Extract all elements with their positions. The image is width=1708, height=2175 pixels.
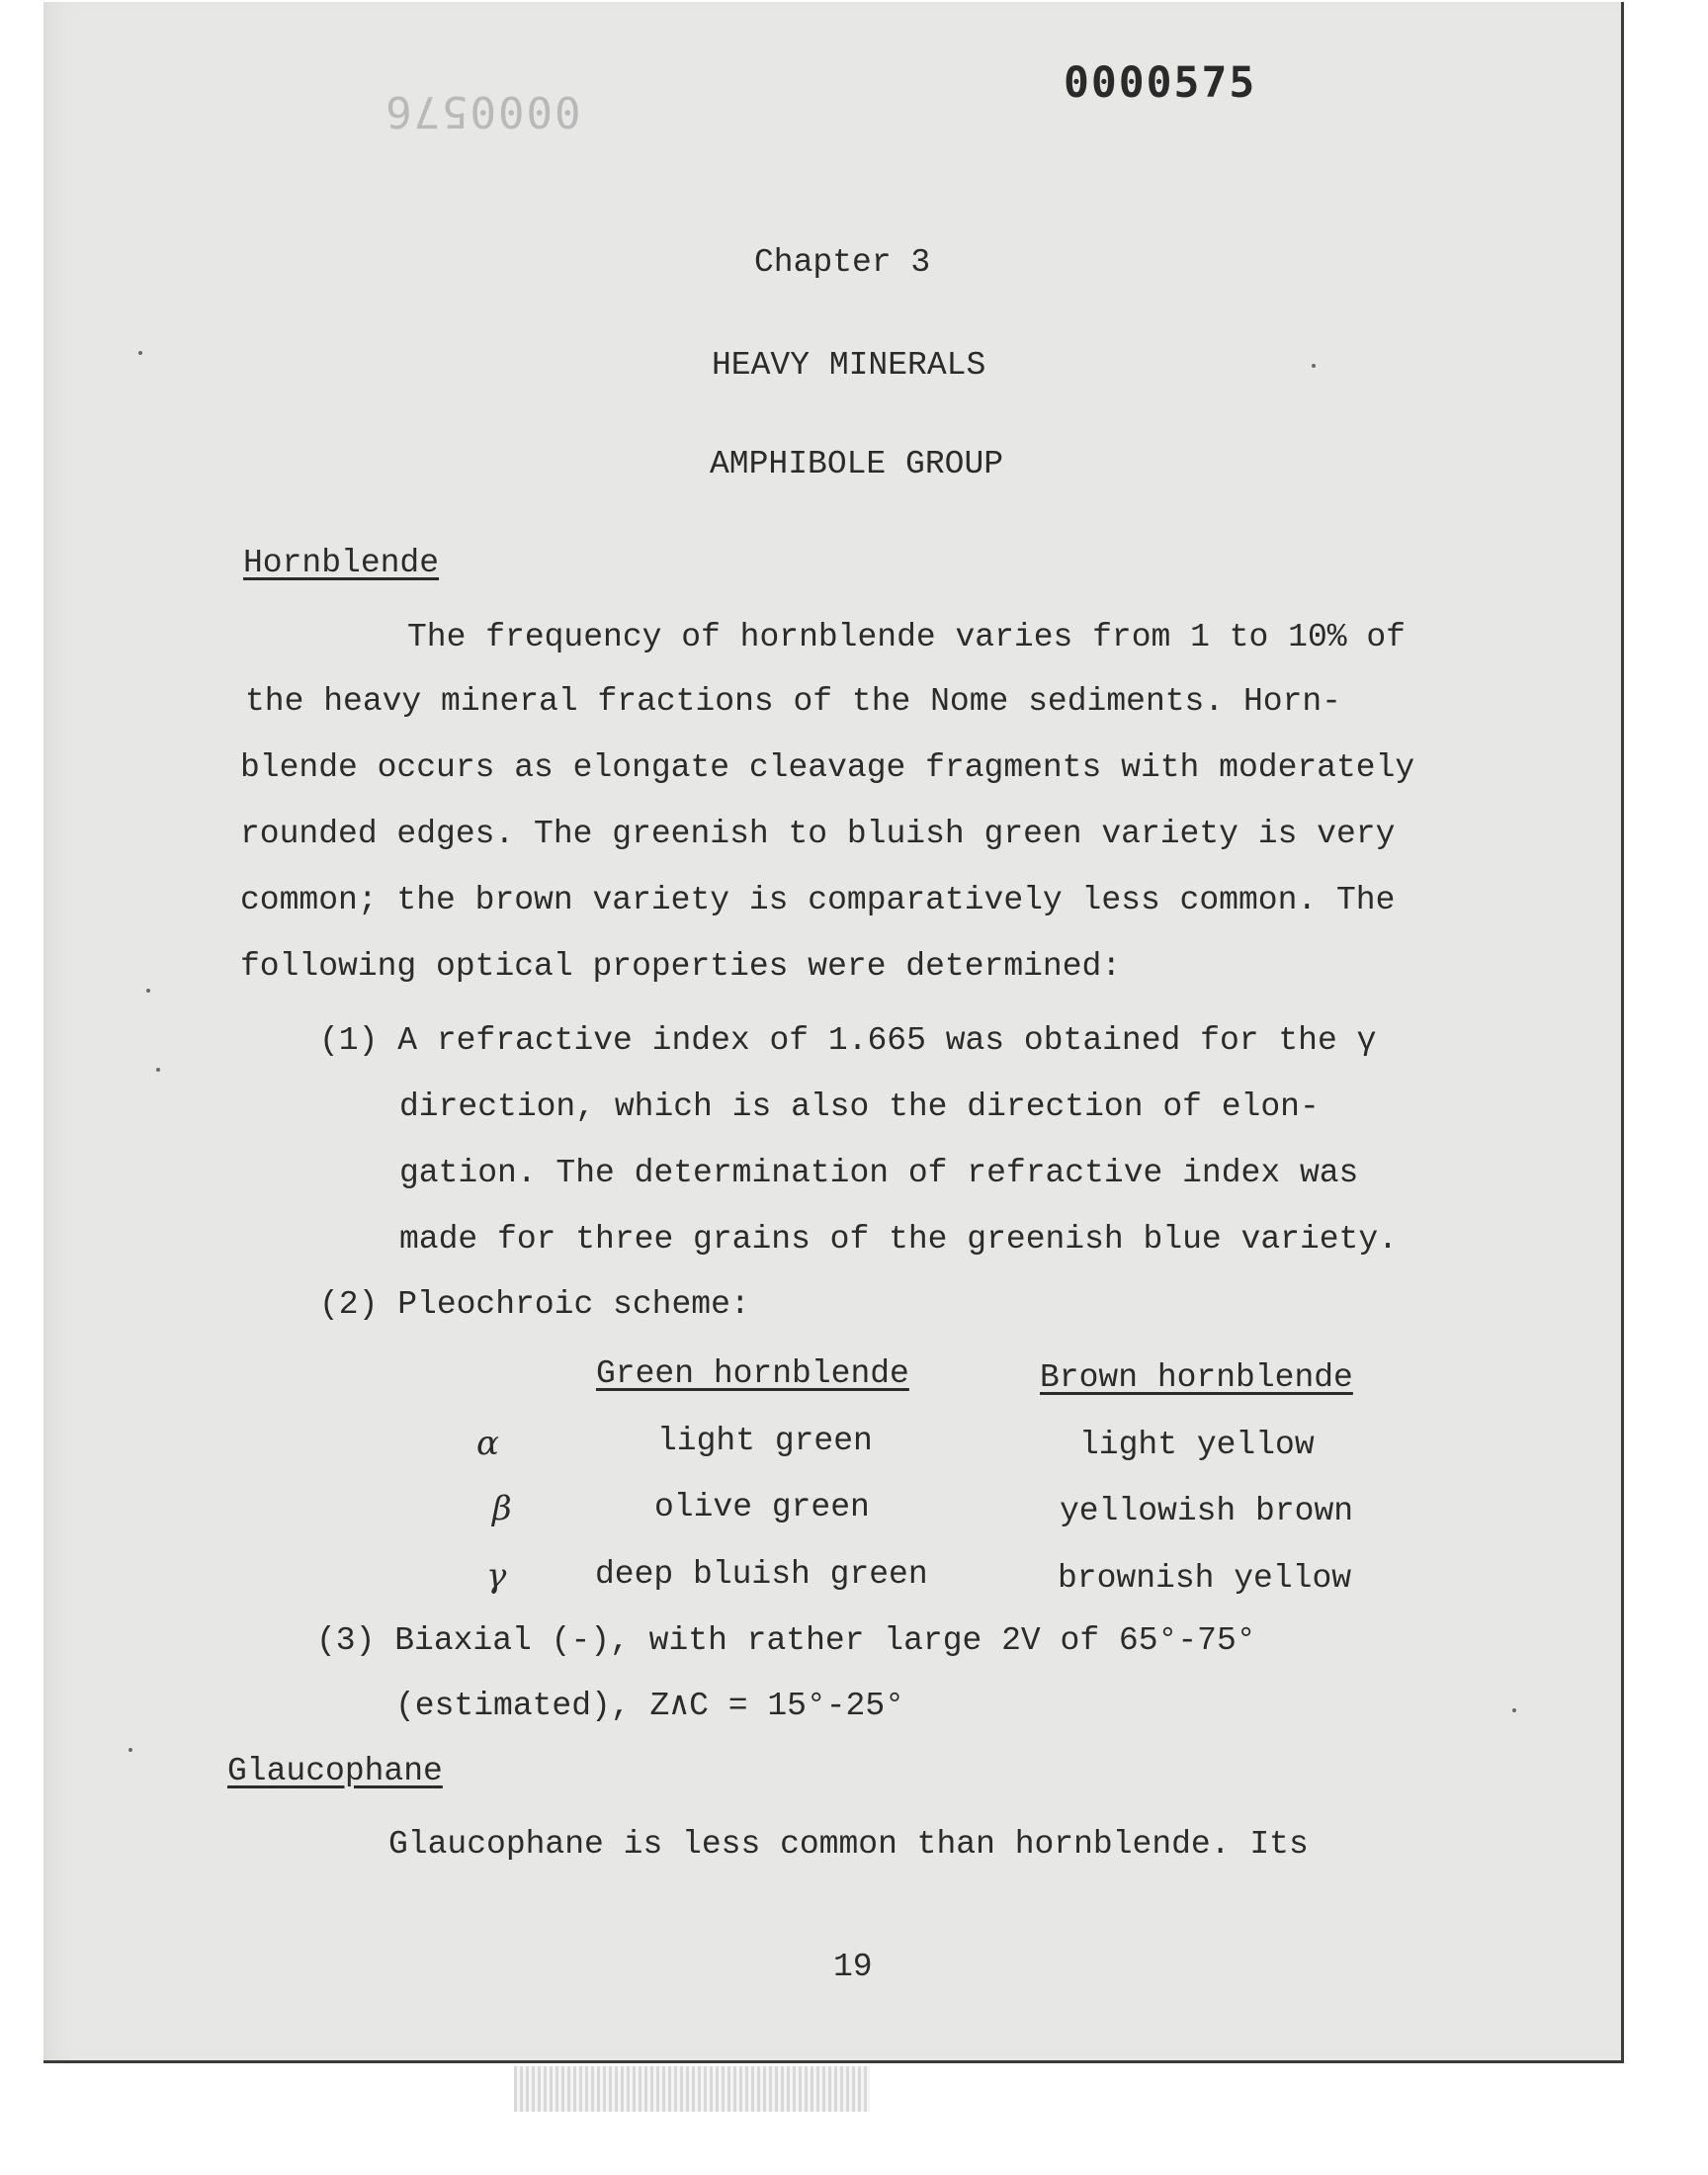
list-item-2: (2) Pleochroic scheme: bbox=[319, 1286, 750, 1323]
scan-speck bbox=[1312, 364, 1316, 368]
table-cell: deep bluish green bbox=[595, 1556, 928, 1593]
paragraph-line: following optical properties were determined: bbox=[240, 948, 1122, 985]
table-cell: light yellow bbox=[1079, 1427, 1315, 1463]
list-item-1-line: made for three grains of the greenish blue variety. bbox=[399, 1221, 1398, 1258]
list-item-1-line: direction, which is also the direction of elon- bbox=[399, 1088, 1320, 1125]
paragraph-line: common; the brown variety is comparatively less common. The bbox=[240, 882, 1396, 918]
paragraph-line: The frequency of hornblende varies from 1 to 10% of bbox=[407, 619, 1406, 655]
glaucophane-heading: Glaucophane bbox=[227, 1753, 443, 1789]
paragraph-line: blende occurs as elongate cleavage fragments with moderately bbox=[240, 749, 1415, 786]
table-header-brown: Brown hornblende bbox=[1040, 1359, 1353, 1396]
page-title: HEAVY MINERALS bbox=[712, 347, 986, 384]
paragraph-line: rounded edges. The greenish to bluish green variety is very bbox=[240, 816, 1396, 852]
alpha-symbol: α bbox=[476, 1424, 499, 1463]
scan-edge-shadow bbox=[514, 2066, 870, 2112]
page-number: 19 bbox=[833, 1949, 873, 1985]
scan-speck bbox=[138, 351, 142, 355]
list-item-1-line: (1) A refractive index of 1.665 was obtained for the γ bbox=[319, 1022, 1377, 1059]
list-item-3-line: (estimated), Z∧C = 15°-25° bbox=[395, 1688, 904, 1724]
gamma-symbol: γ bbox=[486, 1556, 507, 1596]
scan-speck bbox=[156, 1068, 160, 1072]
list-item-1-line: gation. The determination of refractive index was bbox=[399, 1155, 1359, 1191]
scan-speck bbox=[146, 989, 150, 993]
ghost-stamp-bleedthrough: 0000576 bbox=[384, 86, 581, 136]
table-cell: light green bbox=[657, 1423, 873, 1459]
paragraph-line: the heavy mineral fractions of the Nome sediments. Horn- bbox=[245, 683, 1341, 720]
hornblende-heading: Hornblende bbox=[243, 545, 440, 581]
chapter-heading: Chapter 3 bbox=[754, 244, 931, 281]
table-cell: brownish yellow bbox=[1058, 1560, 1352, 1597]
scan-speck bbox=[128, 1748, 132, 1752]
beta-symbol: β bbox=[492, 1489, 512, 1528]
table-cell: yellowish brown bbox=[1060, 1493, 1354, 1529]
paragraph-line: Glaucophane is less common than hornblende. Its bbox=[388, 1826, 1309, 1863]
list-item-3-line: (3) Biaxial (-), with rather large 2V of 65°-75° bbox=[316, 1622, 1256, 1659]
document-number-stamp: 0000575 bbox=[1064, 58, 1257, 108]
table-header-green: Green hornblende bbox=[596, 1355, 909, 1392]
section-title: AMPHIBOLE GROUP bbox=[710, 446, 1004, 482]
table-cell: olive green bbox=[654, 1489, 870, 1525]
scan-speck bbox=[1512, 1708, 1516, 1712]
